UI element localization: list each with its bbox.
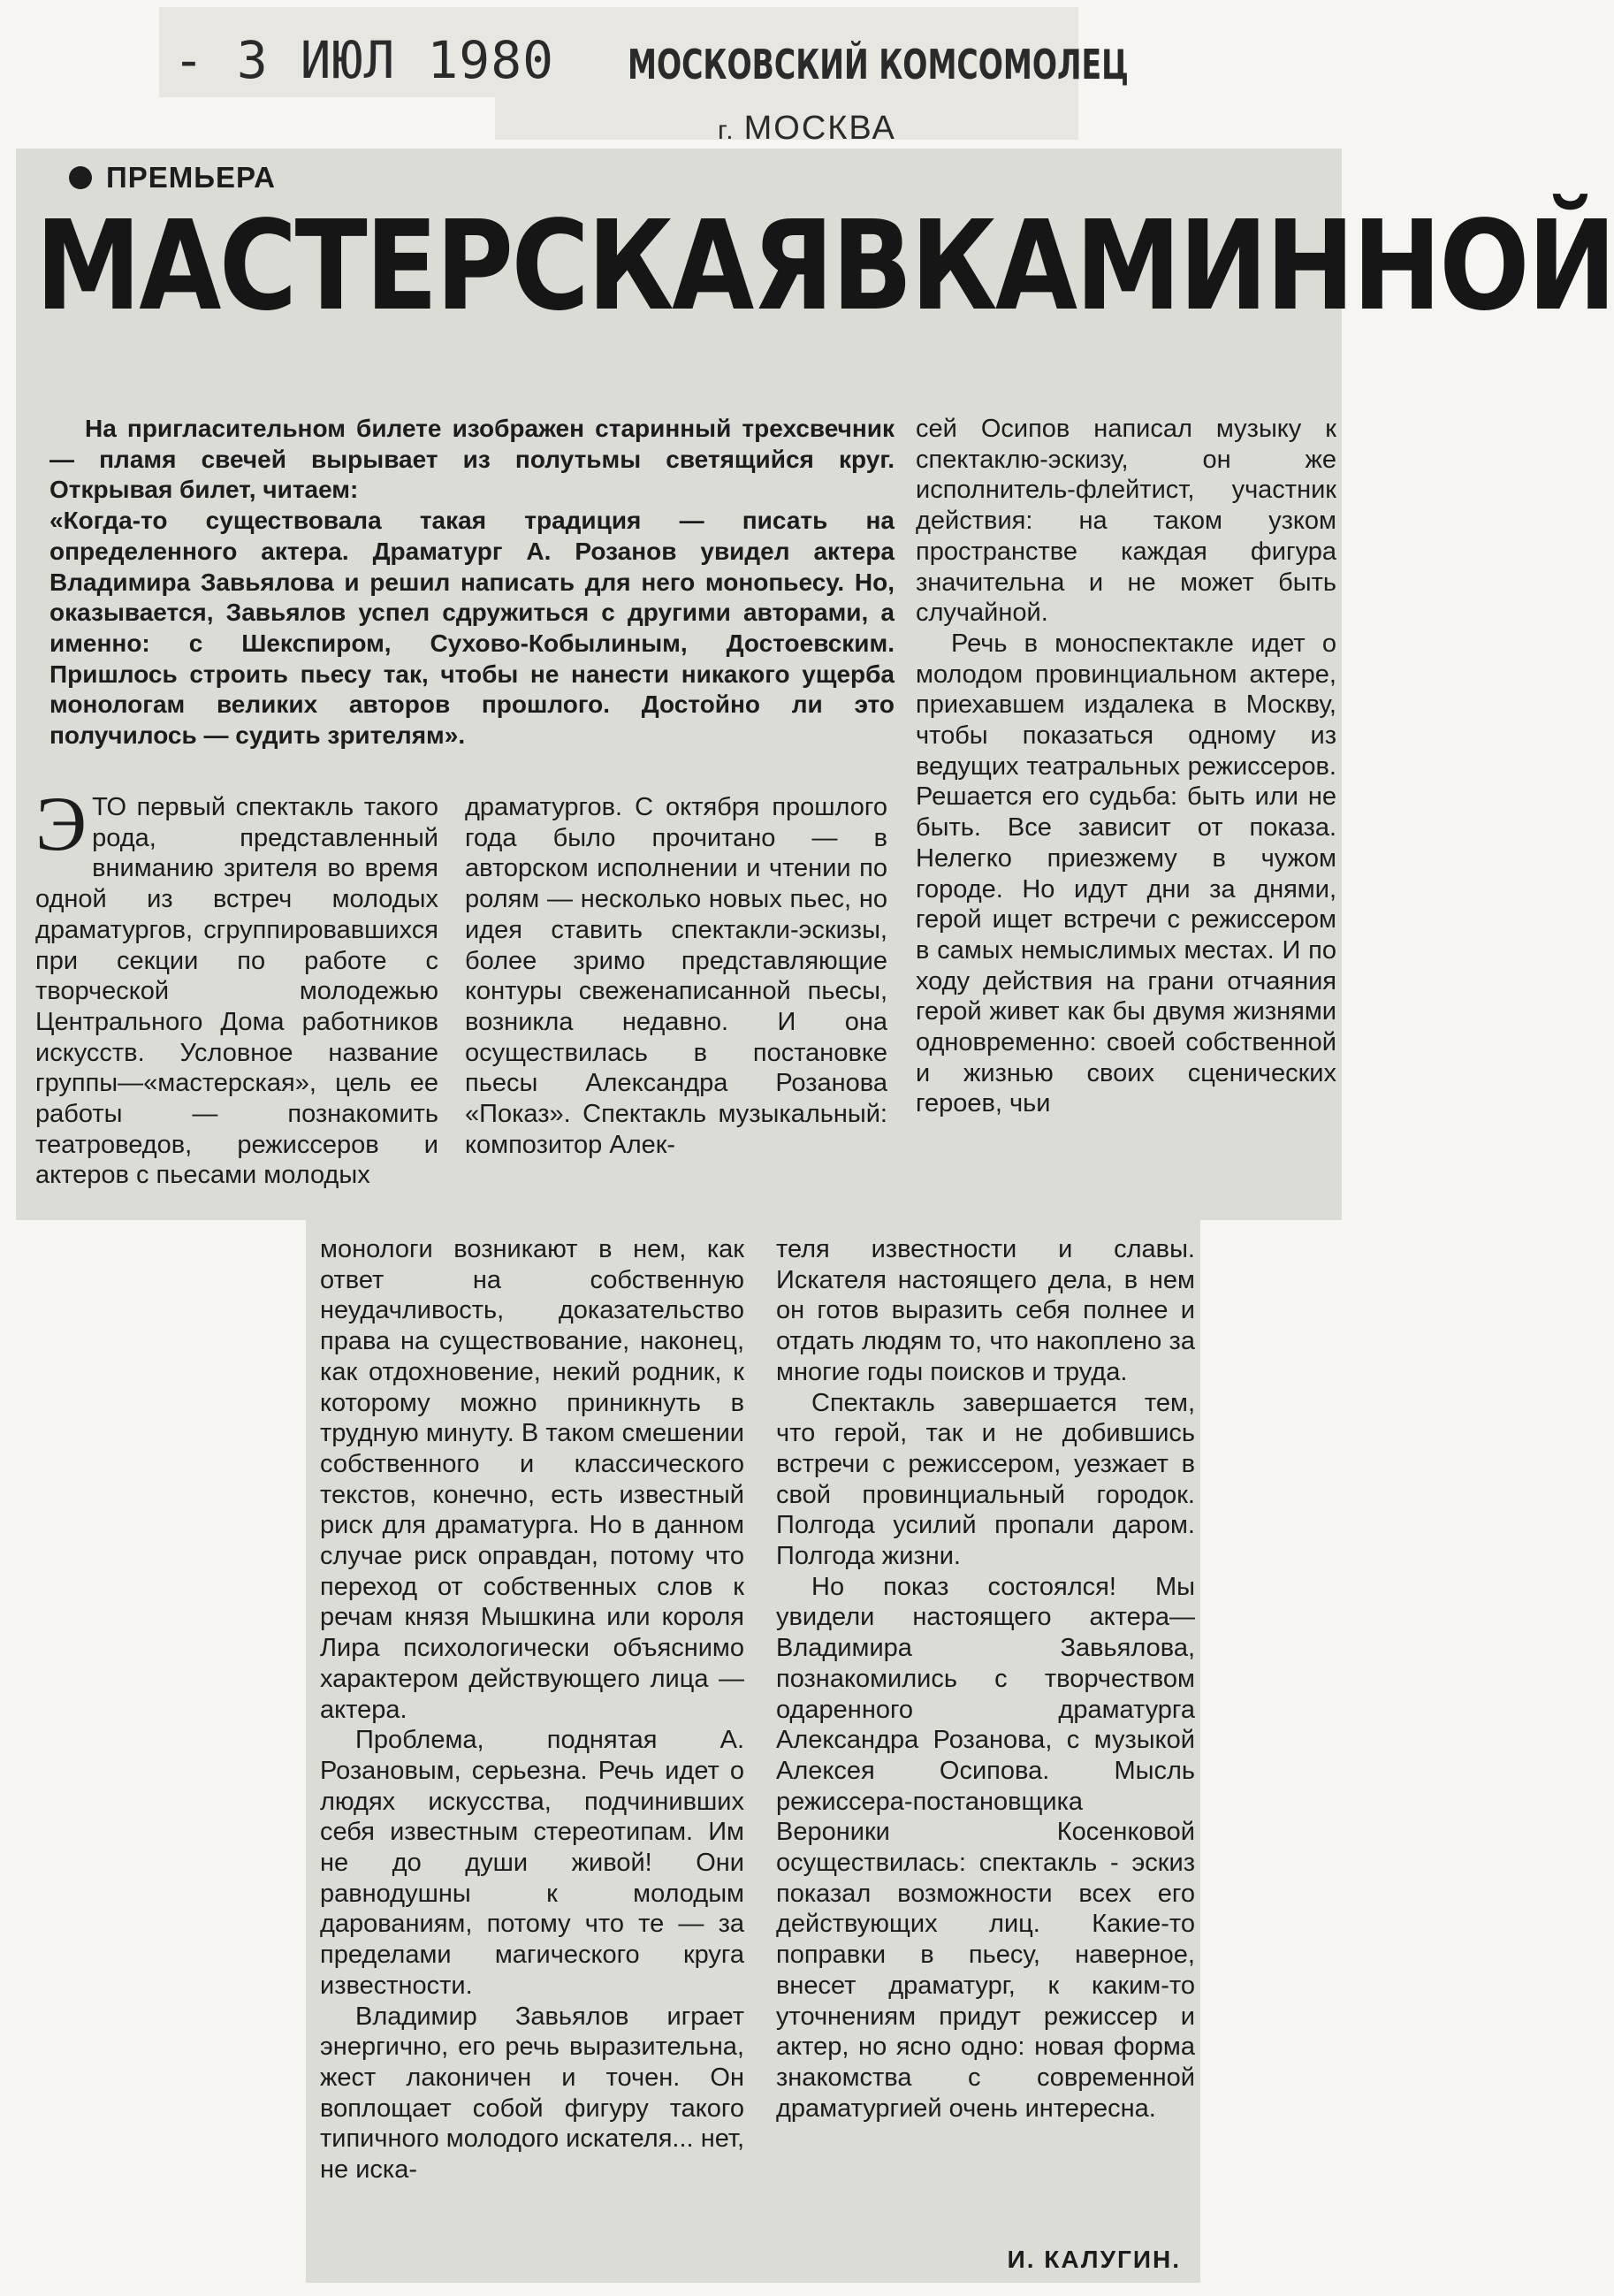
headline-word-3: КАМИННОЙ	[910, 195, 1614, 339]
rubric	[69, 161, 276, 195]
clipping-gap	[159, 97, 495, 150]
stamp-city-prefix: г.	[718, 116, 735, 145]
column-4	[320, 1234, 744, 2185]
column-4-paragraph-1: монологи возникают в нем, как ответ на собственную неудачливость, доказательство права на существование, наконец, как отдохновение, некий родник, к которому можно приникнуть в трудную минуту. В таком смешении собственного и классического текстов, конечно, есть известный риск для драматурга. Но в данном случае риск оправдан, потому что переход от собственных слов к речам князя Мышкина или короля Лира психологически объяснимо характером действующего лица — актера.	[320, 1235, 744, 1724]
stamp-newspaper: МОСКОВСКИЙ КОМСОМОЛЕЦ	[628, 41, 1129, 88]
stamp-date: - 3 ИЮЛ 1980	[173, 30, 555, 90]
column-5-paragraph-2: Спектакль завершается тем, что герой, так и не добившись встречи с режиссером, уезжает в свой провинциальный городок. Полгода усилий пропали даром. Полгода жизни.	[776, 1388, 1195, 1571]
stamp-city-name: МОСКВА	[743, 110, 896, 147]
rubric-label: ПРЕМЬЕРА	[106, 161, 276, 194]
column-2	[465, 792, 887, 1160]
column-5-paragraph-1: теля известности и славы. Искателя настоящего дела, в нем он готов выразить себя полнее и отдать людям то, что накоплено за многие годы поисков и труда.	[776, 1235, 1195, 1386]
column-5-paragraph-3: Но показ состоялся! Мы увидели настоящего актера— Владимира Завьялова, познакомились с творчеством одаренного драматурга Александра Розанова, с музыкой Алексея Осипова. Мысль режиссера-постановщика Вероники Косенковой осуществилась: спектакль - эскиз показал возможности всех его действующих лиц. Какие-то поправки в пьесу, наверное, внесет драматург, к каким-то уточнениям придут режиссер и актер, но ясно одно: новая форма знакомства с современной драматургией очень интересна.	[776, 1572, 1195, 2123]
column-5	[776, 1234, 1195, 2124]
headline-word-2: В	[831, 195, 911, 339]
drop-cap: Э	[35, 782, 88, 867]
column-1	[35, 782, 438, 1191]
column-3-paragraph-2: Речь в моноспектакле идет о молодом провинциальном актере, приехавшем издалека в Москву, чтобы показаться одному из ведущих театральных режиссеров. Решается его судьба: быть или не быть. Все зависит от показа. Нелегко приезжему в чужом городе. Но идут дни за днями, герой ищет встречи с режиссером в самых немыслимых местах. И по ходу действия на грани отчаяния герой живет как бы двумя жизнями одновременно: своей собственной и жизнью своих сценических героев, чьи	[916, 629, 1336, 1118]
column-4-paragraph-2: Проблема, поднятая А. Розановым, серьезна. Речь идет о людях искусства, подчинивших себя известным стереотипам. Им не до души живой! Они равнодушны к молодым дарованиям, потому что те — за пределами магического круга известности.	[320, 1726, 744, 2000]
bullet-icon	[69, 166, 92, 189]
column-1-paragraph	[35, 782, 438, 1191]
headline	[35, 195, 1614, 339]
lead-quote: «Когда-то существовала такая традиция — писать на определенного актера. Драматург А. Розанов увидел актера Владимира Завьялова и решил написать для него монопьесу. Но, оказывается, Завьялов успел сдружиться с другими авторами, а именно: с Шекспиром, Сухово-Кобылиным, Достоевским. Пришлось строить пьесу так, чтобы не нанести никакого ущерба монологам великих авторов прошлого. Достойно ли это получилось — судить зрителям».	[49, 507, 895, 750]
article-lead	[49, 414, 895, 751]
stamp-city	[718, 110, 896, 148]
column-1-text: ТО первый спектакль такого рода, представленный вниманию зрителя во время одной из встреч молодых драматургов, сгруппировавшихся при секции по работе с творческой молодежью Центрального Дома работников искусств. Условное название группы—«мастерская», цель ее работы — познакомить театроведов, режиссеров и актеров с пьесами молодых	[35, 793, 438, 1190]
column-2-text: драматургов. С октября прошлого года было прочитано — в авторском исполнении и чтении по ролям — несколько новых пьес, но идея ставить спектакли-эскизы, более зримо представляющие контуры свеженаписанной пьесы, возникла недавно. И она осуществилась в постановке пьесы Александра Розанова «Показ». Спектакль музыкальный: композитор Алек-	[465, 793, 887, 1159]
column-4-paragraph-3: Владимир Завьялов играет энергично, его речь выразительна, жест лаконичен и точен. Он воплощает собой фигуру такого типичного молодого искателя... нет, не иска-	[320, 2002, 744, 2185]
lead-paragraph: На пригласительном билете изображен старинный трехсвечник — пламя свечей вырывает из полутьмы светящийся круг. Открывая билет, читаем:	[49, 415, 895, 504]
headline-word-1: МАСТЕРСКАЯ	[35, 195, 832, 339]
column-3	[916, 414, 1336, 1119]
column-3-paragraph-1: сей Осипов написал музыку к спектаклю-эскизу, он же исполнитель-флейтист, участник действия: на таком узком пространстве каждая фигура значительна и не может быть случайной.	[916, 415, 1336, 628]
author-signature: И. КАЛУГИН.	[1007, 2246, 1181, 2273]
